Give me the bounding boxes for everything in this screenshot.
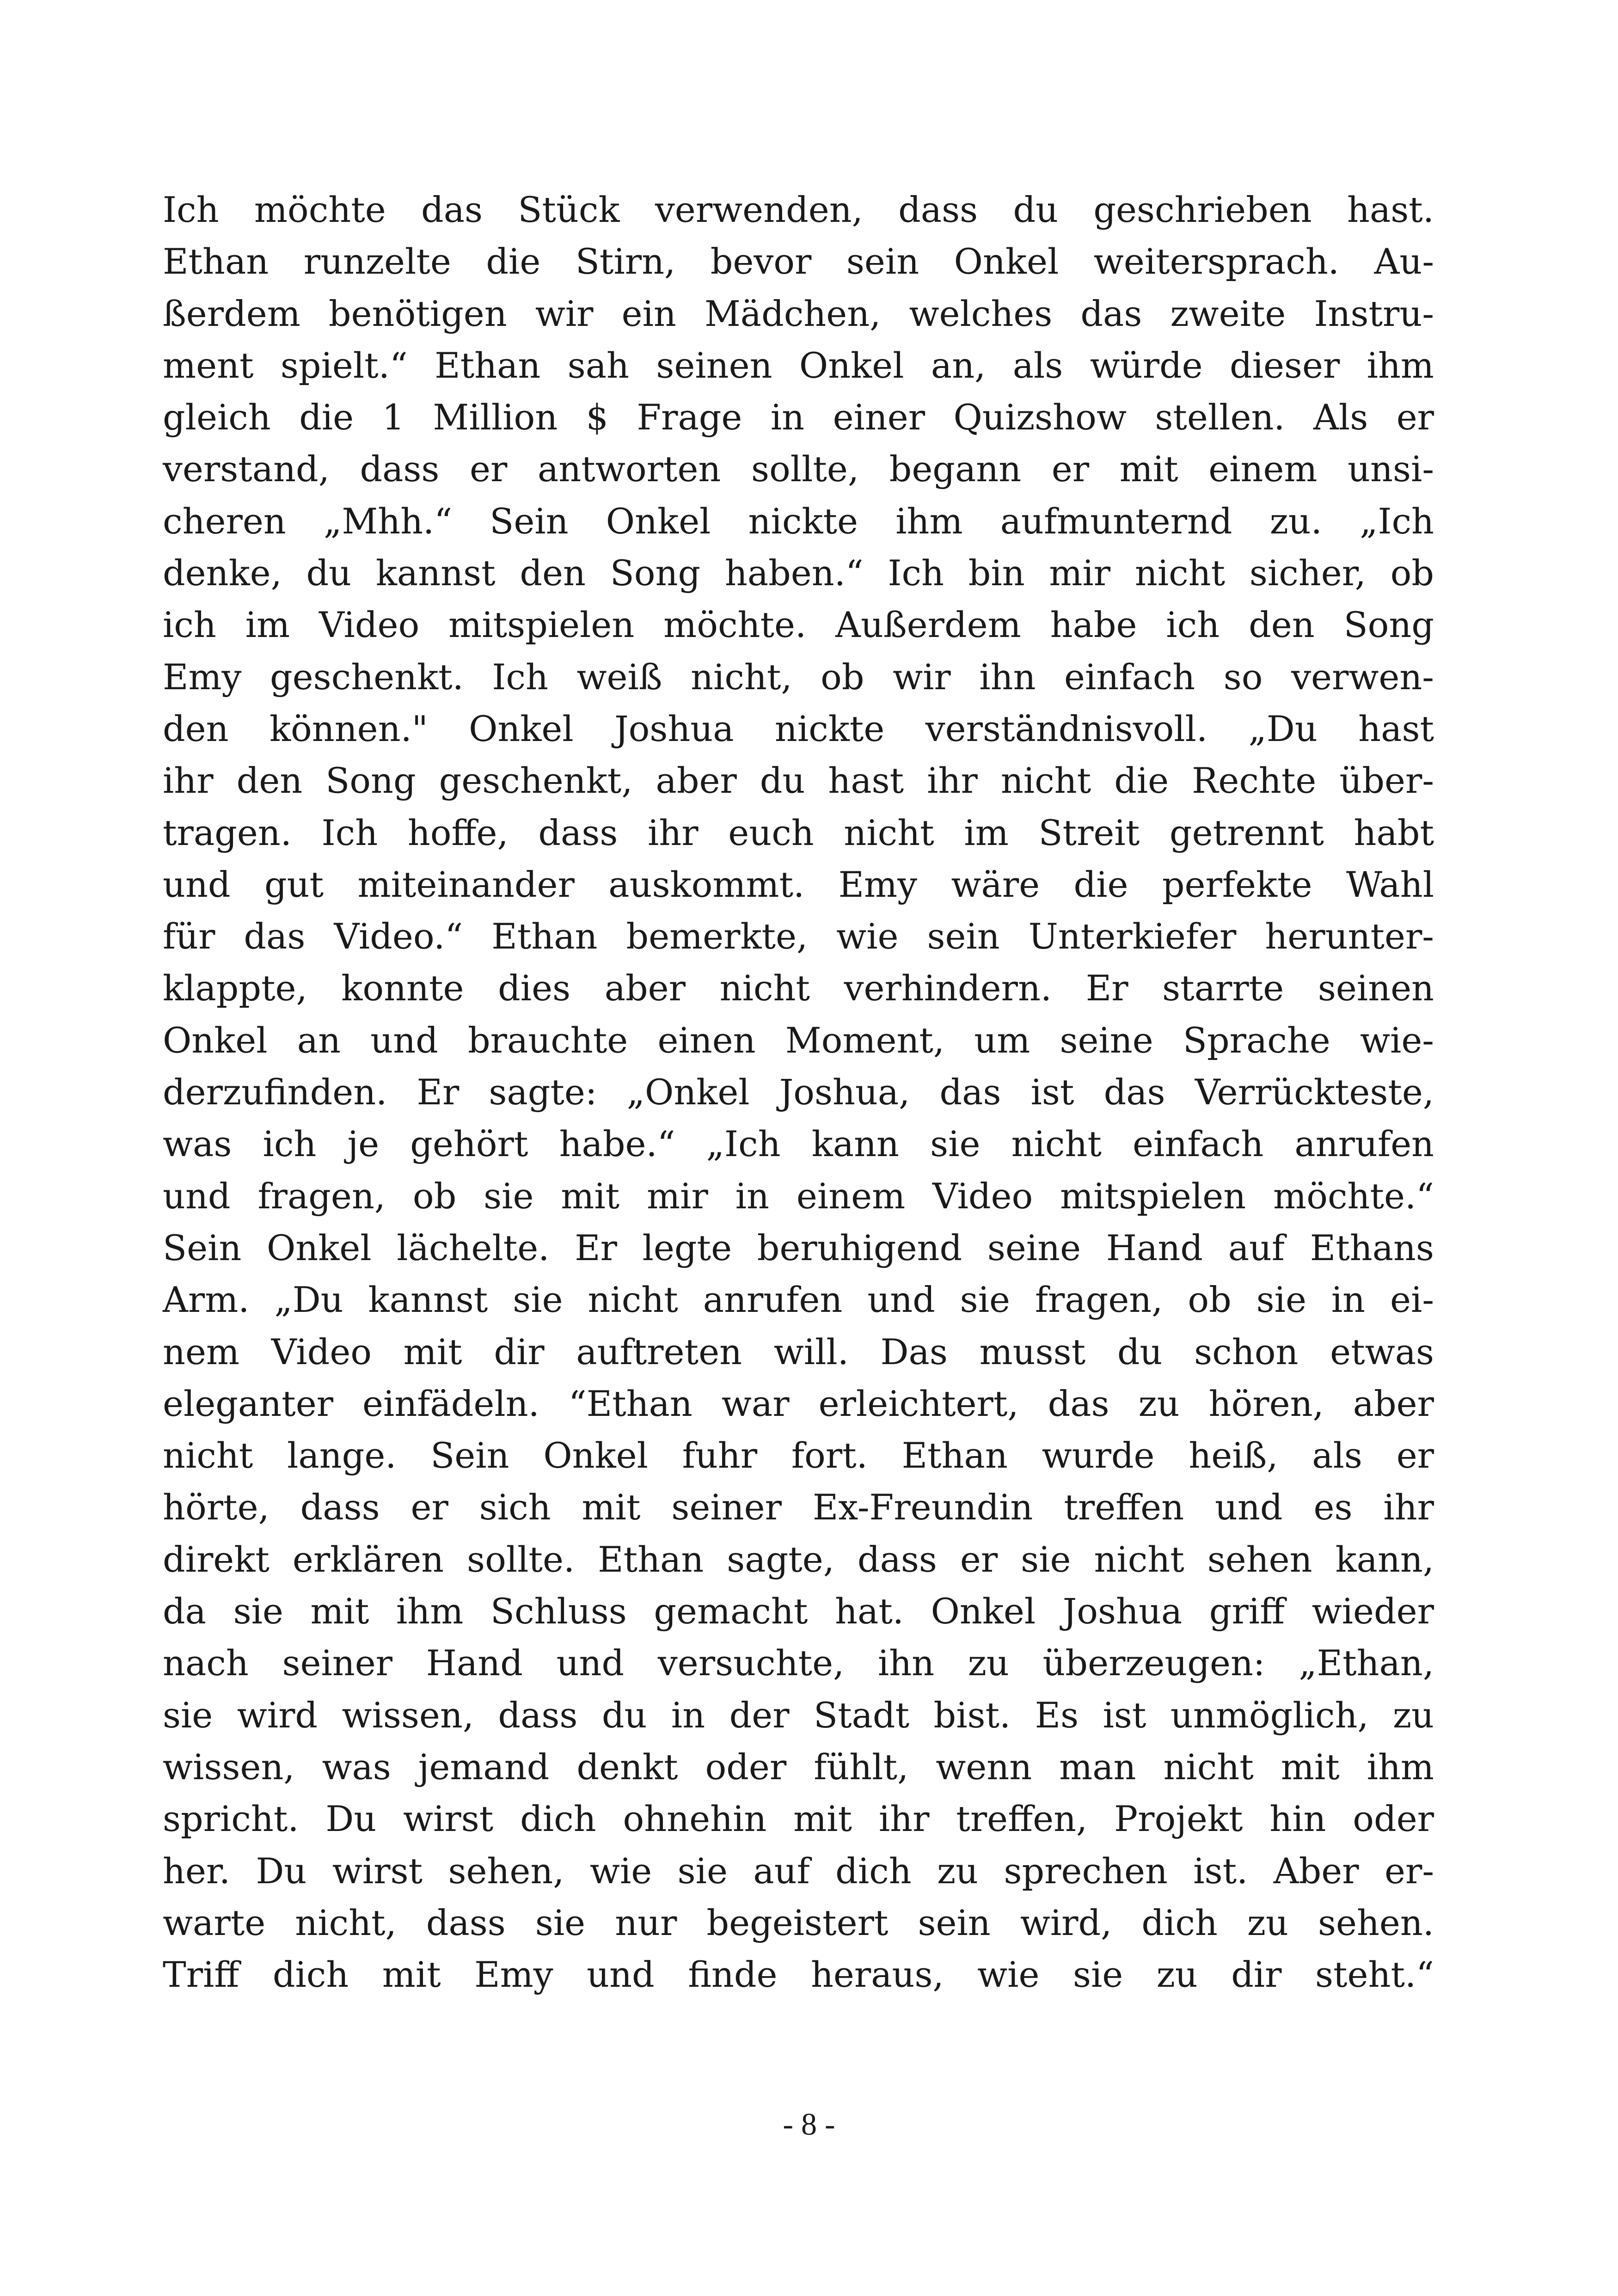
text-line: was ich je gehört habe.“ „Ich kann sie nicht einfach anrufen — [163, 1123, 1434, 1165]
text-line: warte nicht, dass sie nur begeistert sein wird, dich zu sehen. — [163, 1902, 1434, 1943]
text-line: derzufinden. Er sagte: „Onkel Joshua, das ist das Verrückteste, — [163, 1071, 1434, 1113]
text-line: direkt erklären sollte. Ethan sagte, dass er sie nicht sehen kann, — [163, 1538, 1434, 1580]
text-line: nach seiner Hand und versuchte, ihn zu überzeugen: „Ethan, — [163, 1642, 1434, 1684]
text-line: Arm. „Du kannst sie nicht anrufen und sie fragen, ob sie in ei- — [163, 1279, 1434, 1321]
text-line: her. Du wirst sehen, wie sie auf dich zu sprechen ist. Aber er- — [163, 1850, 1434, 1892]
page-number: - 8 - — [783, 2106, 835, 2142]
text-line: sie wird wissen, dass du in der Stadt bist. Es ist unmöglich, zu — [163, 1694, 1434, 1736]
text-line: und fragen, ob sie mit mir in einem Video mitspielen möchte.“ — [163, 1175, 1434, 1217]
text-line: hörte, dass er sich mit seiner Ex-Freundin treffen und es ihr — [163, 1487, 1434, 1528]
text-line: Emy geschenkt. Ich weiß nicht, ob wir ihn einfach so verwen- — [163, 656, 1434, 698]
text-line: Ich möchte das Stück verwenden, dass du geschrieben hast. — [163, 189, 1434, 230]
text-line: cheren „Mhh.“ Sein Onkel nickte ihm aufmunternd zu. „Ich — [163, 500, 1434, 542]
text-line: Triff dich mit Emy und finde heraus, wie sie zu dir steht.“ — [163, 1954, 1434, 1996]
text-line: ich im Video mitspielen möchte. Außerdem habe ich den Song — [163, 604, 1434, 646]
text-line: nicht lange. Sein Onkel fuhr fort. Ethan wurde heiß, als er — [163, 1435, 1434, 1476]
text-line: für das Video.“ Ethan bemerkte, wie sein Unterkiefer herunter- — [163, 916, 1434, 957]
text-line: Onkel an und brauchte einen Moment, um seine Sprache wie- — [163, 1019, 1434, 1061]
text-line: Sein Onkel lächelte. Er legte beruhigend seine Hand auf Ethans — [163, 1227, 1434, 1268]
text-line: ment spielt.“ Ethan sah seinen Onkel an, als würde dieser ihm — [163, 344, 1434, 386]
text-line: eleganter einfädeln. “Ethan war erleichtert, das zu hören, aber — [163, 1383, 1434, 1424]
text-line: ihr den Song geschenkt, aber du hast ihr nicht die Rechte über- — [163, 760, 1434, 802]
text-line: nem Video mit dir auftreten will. Das musst du schon etwas — [163, 1331, 1434, 1372]
text-line: spricht. Du wirst dich ohnehin mit ihr treffen, Projekt hin oder — [163, 1798, 1434, 1840]
text-line: verstand, dass er antworten sollte, begann er mit einem unsi- — [163, 448, 1434, 490]
text-line: denke, du kannst den Song haben.“ Ich bin mir nicht sicher, ob — [163, 552, 1434, 594]
text-line: den können." Onkel Joshua nickte verständnisvoll. „Du hast — [163, 708, 1434, 749]
text-line: tragen. Ich hoffe, dass ihr euch nicht im Streit getrennt habt — [163, 812, 1434, 853]
body-text — [163, 184, 1434, 2001]
text-line: da sie mit ihm Schluss gemacht hat. Onkel Joshua griff wieder — [163, 1591, 1434, 1632]
text-line: wissen, was jemand denkt oder fühlt, wenn man nicht mit ihm — [163, 1746, 1434, 1788]
text-line: ßerdem benötigen wir ein Mädchen, welches das zweite Instru- — [163, 293, 1434, 334]
text-line: Ethan runzelte die Stirn, bevor sein Onkel weitersprach. Au- — [163, 241, 1434, 282]
text-line: und gut miteinander auskommt. Emy wäre die perfekte Wahl — [163, 863, 1434, 905]
text-line: gleich die 1 Million $ Frage in einer Quizshow stellen. Als er — [163, 397, 1434, 438]
text-line: klappte, konnte dies aber nicht verhindern. Er starrte seinen — [163, 967, 1434, 1009]
